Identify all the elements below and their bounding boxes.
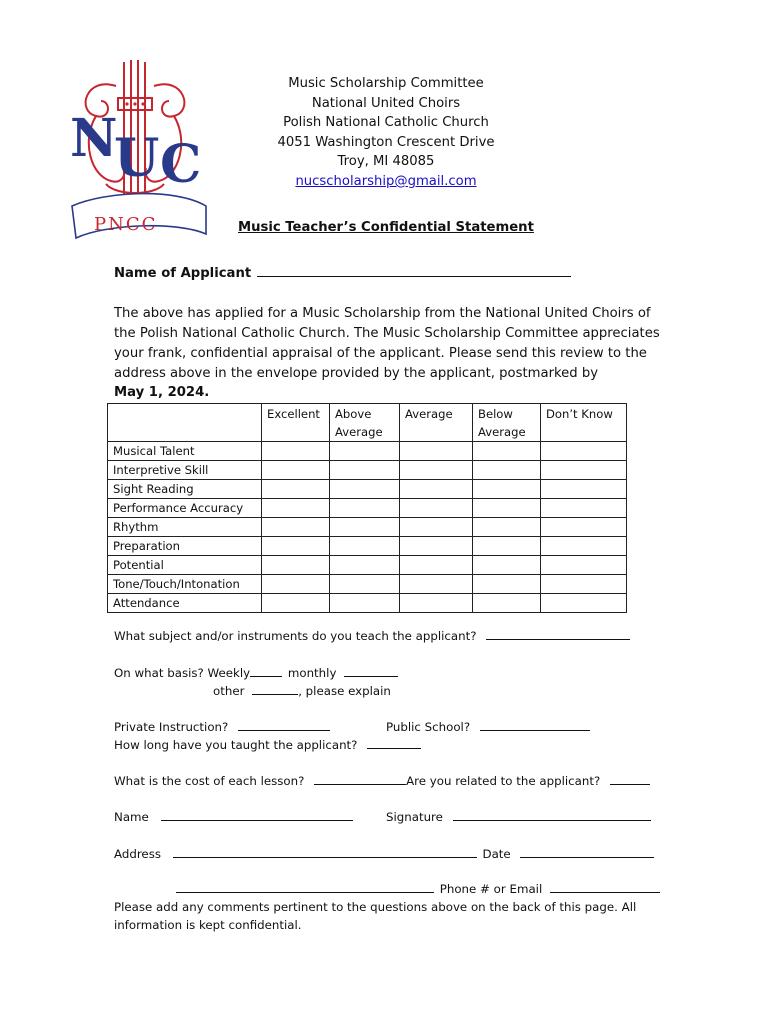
rating-cell[interactable] [262, 442, 330, 461]
rating-cell[interactable] [330, 442, 400, 461]
how-long-label: How long have you taught the applicant? [114, 738, 358, 752]
logo-letter-u: U [114, 128, 160, 189]
rating-criterion-label: Preparation [108, 537, 262, 556]
rating-row [108, 480, 627, 499]
basis-question-row [114, 664, 398, 680]
rating-cell[interactable] [473, 556, 541, 575]
col-header-excellent: Excellent [262, 404, 330, 442]
rating-row [108, 594, 627, 613]
other-field[interactable] [252, 682, 298, 695]
rating-criterion-label: Rhythm [108, 518, 262, 537]
rating-cell[interactable] [541, 594, 627, 613]
related-field[interactable] [610, 772, 650, 785]
rating-header-blank [108, 404, 262, 442]
rating-cell[interactable] [330, 518, 400, 537]
rating-cell[interactable] [262, 461, 330, 480]
footer-note: Please add any comments pertinent to the questions above on the back of this page. All information is kept confidential. [114, 900, 637, 932]
other-label: other [213, 684, 245, 698]
rating-criterion-label: Performance Accuracy [108, 499, 262, 518]
rating-row [108, 499, 627, 518]
rating-cell[interactable] [400, 499, 473, 518]
header-line-church: Polish National Catholic Church [283, 115, 489, 131]
teacher-name-row [114, 808, 353, 824]
header-line-city: Troy, MI 48085 [337, 154, 435, 170]
rating-cell[interactable] [400, 556, 473, 575]
phone-email-label: Phone # or Email [439, 882, 543, 896]
committee-address-block [236, 74, 536, 192]
rating-cell[interactable] [330, 537, 400, 556]
rating-cell[interactable] [473, 575, 541, 594]
teacher-name-field[interactable] [161, 808, 353, 821]
rating-cell[interactable] [473, 442, 541, 461]
monthly-label: monthly [287, 666, 337, 680]
rating-cell[interactable] [330, 556, 400, 575]
logo-letter-n: N [70, 108, 118, 169]
rating-cell[interactable] [400, 518, 473, 537]
rating-row [108, 461, 627, 480]
private-instruction-label: Private Instruction? [114, 720, 229, 734]
col-header-above-average: Above Average [330, 404, 400, 442]
related-label: Are you related to the applicant? [406, 774, 601, 788]
rating-cell[interactable] [330, 594, 400, 613]
rating-cell[interactable] [473, 594, 541, 613]
cost-field[interactable] [314, 772, 406, 785]
col-header-dont-know: Don’t Know [541, 404, 627, 442]
rating-cell[interactable] [400, 594, 473, 613]
rating-cell[interactable] [262, 480, 330, 499]
rating-cell[interactable] [541, 575, 627, 594]
monthly-field[interactable] [344, 664, 398, 677]
intro-paragraph: The above has applied for a Music Scholarship from the National United Choirs of the Polish National Catholic Church. The Music Scholarship Committee appreciates your frank, confidential appraisal of the applicant. Please send this review to the address above in the envelope provided by the applicant, postmarked by [114, 306, 660, 381]
rating-cell[interactable] [473, 480, 541, 499]
address-field[interactable] [173, 845, 477, 858]
rating-cell[interactable] [330, 461, 400, 480]
applicant-name-field[interactable] [257, 262, 571, 277]
rating-cell[interactable] [330, 480, 400, 499]
header-line-street: 4051 Washington Crescent Drive [277, 134, 495, 150]
rating-criterion-label: Attendance [108, 594, 262, 613]
logo-letter-c: C [160, 134, 202, 195]
signature-field[interactable] [453, 808, 651, 821]
rating-cell[interactable] [262, 575, 330, 594]
rating-cell[interactable] [400, 537, 473, 556]
rating-cell[interactable] [400, 442, 473, 461]
cost-related-row [114, 772, 650, 788]
how-long-field[interactable] [367, 736, 421, 749]
cost-label: What is the cost of each lesson? [114, 774, 305, 788]
header-line-choirs: National United Choirs [311, 95, 461, 111]
basis-question-label: On what basis? Weekly [114, 666, 251, 680]
rating-cell[interactable] [400, 575, 473, 594]
col-header-average: Average [400, 404, 473, 442]
postmark-deadline: May 1, 2024. [114, 385, 210, 400]
address-date-row [114, 845, 654, 861]
applicant-name-label: Name of Applicant [114, 266, 252, 281]
rating-cell[interactable] [400, 480, 473, 499]
rating-cell[interactable] [262, 594, 330, 613]
rating-cell[interactable] [541, 537, 627, 556]
rating-criterion-label: Sight Reading [108, 480, 262, 499]
public-school-field[interactable] [480, 718, 590, 731]
applicant-name-row [114, 262, 571, 281]
teacher-name-label: Name [114, 810, 149, 824]
col-header-below-average: Below Average [473, 404, 541, 442]
please-explain-label: , please explain [298, 684, 391, 698]
other-basis-row [213, 682, 391, 698]
rating-row [108, 575, 627, 594]
date-field[interactable] [520, 845, 654, 858]
rating-cell[interactable] [330, 499, 400, 518]
header-line-committee: Music Scholarship Committee [288, 76, 484, 91]
rating-cell[interactable] [262, 499, 330, 518]
subject-question-row [114, 627, 630, 643]
signature-row [386, 808, 651, 824]
date-label: Date [482, 847, 511, 861]
subject-answer-field[interactable] [486, 627, 630, 640]
public-school-label: Public School? [386, 720, 471, 734]
private-instruction-field[interactable] [238, 718, 330, 731]
email-link[interactable]: nucscholarship@gmail.com [295, 173, 477, 189]
rating-table [107, 403, 627, 613]
private-instruction-row [114, 718, 330, 734]
subject-question-label: What subject and/or instruments do you teach the applicant? [114, 629, 477, 643]
how-long-row [114, 736, 421, 752]
contact-name-field[interactable] [176, 880, 434, 893]
rating-cell[interactable] [541, 461, 627, 480]
rating-cell[interactable] [473, 499, 541, 518]
rating-row [108, 556, 627, 575]
rating-cell[interactable] [262, 556, 330, 575]
rating-row [108, 537, 627, 556]
phone-email-field[interactable] [550, 880, 660, 893]
rating-cell[interactable] [541, 518, 627, 537]
rating-cell[interactable] [400, 461, 473, 480]
signature-label: Signature [386, 810, 443, 824]
rating-cell[interactable] [541, 556, 627, 575]
rating-cell[interactable] [473, 461, 541, 480]
rating-cell[interactable] [541, 499, 627, 518]
rating-cell[interactable] [541, 442, 627, 461]
rating-cell[interactable] [330, 575, 400, 594]
form-title: Music Teacher’s Confidential Statement [238, 220, 534, 235]
public-school-row [386, 718, 590, 734]
address-label: Address [114, 847, 161, 861]
rating-cell[interactable] [262, 537, 330, 556]
nuc-pncc-logo [66, 56, 216, 246]
rating-cell[interactable] [262, 518, 330, 537]
weekly-field[interactable] [250, 664, 282, 677]
rating-row [108, 442, 627, 461]
phone-email-row [176, 880, 660, 896]
rating-cell[interactable] [473, 518, 541, 537]
rating-criterion-label: Musical Talent [108, 442, 262, 461]
rating-cell[interactable] [541, 480, 627, 499]
rating-cell[interactable] [473, 537, 541, 556]
rating-criterion-label: Tone/Touch/Intonation [108, 575, 262, 594]
logo-banner-text: PNCC [94, 214, 158, 235]
rating-row [108, 518, 627, 537]
rating-criterion-label: Potential [108, 556, 262, 575]
rating-criterion-label: Interpretive Skill [108, 461, 262, 480]
rating-header-row [108, 404, 627, 442]
